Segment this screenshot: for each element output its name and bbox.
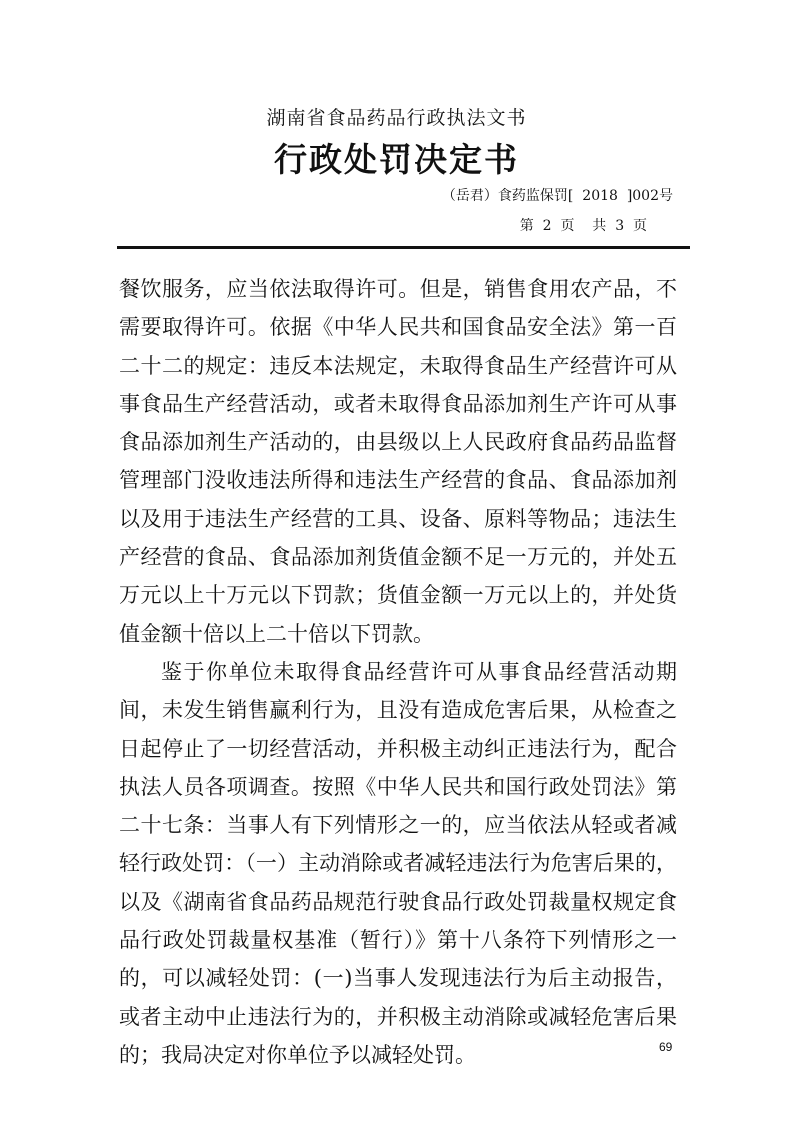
body-line: 餐饮服务，应当依法取得许可。但是，销售食用农产品，不 bbox=[119, 277, 677, 301]
header-divider bbox=[117, 246, 690, 249]
document-number: （岳君）食药监保罚[ 2018 ]002号 bbox=[441, 188, 673, 204]
body-line: 的，可以减轻处罚：(一)当事人发现违法行为后主动报告， bbox=[119, 966, 677, 991]
body-line: 以及用于违法生产经营的工具、设备、原料等物品；违法生 bbox=[119, 506, 677, 531]
document-series-title: 湖南省食品药品行政执法文书 bbox=[266, 107, 527, 129]
body-line: 值金额十倍以上二十倍以下罚款。 bbox=[119, 621, 434, 646]
body-line: 的；我局决定对你单位予以减轻处罚。 bbox=[119, 1042, 476, 1067]
body-line: 产经营的食品、食品添加剂货值金额不足一万元的，并处五 bbox=[119, 545, 677, 570]
body-line: 食品添加剂生产活动的，由县级以上人民政府食品药品监督 bbox=[119, 430, 677, 455]
body-line: 二十七条：当事人有下列情形之一的，应当依法从轻或者减 bbox=[119, 813, 677, 838]
body-line: 间，未发生销售赢利行为，且没有造成危害后果，从检查之 bbox=[119, 698, 677, 723]
body-line: 鉴于你单位未取得食品经营许可从事食品经营活动期 bbox=[161, 659, 677, 684]
body-line: 或者主动中止违法行为的，并积极主动消除或减轻危害后果 bbox=[119, 1004, 677, 1029]
body-line: 执法人员各项调查。按照《中华人民共和国行政处罚法》第 bbox=[119, 774, 677, 799]
body-line: 需要取得许可。依据《中华人民共和国食品安全法》第一百 bbox=[119, 315, 677, 340]
document-body bbox=[119, 270, 677, 1074]
body-line: 以及《湖南省食品药品规范行驶食品行政处罚裁量权规定食 bbox=[119, 889, 677, 914]
page-number: 69 bbox=[659, 1040, 673, 1054]
document-title: 行政处罚决定书 bbox=[274, 140, 519, 179]
page-info: 第 2 页 共 3 页 bbox=[519, 218, 647, 234]
body-line: 事食品生产经营活动，或者未取得食品添加剂生产许可从事 bbox=[119, 391, 677, 416]
body-line: 二十二的规定：违反本法规定，未取得食品生产经营许可从 bbox=[119, 353, 677, 378]
body-line: 品行政处罚裁量权基准（暂行）》第十八条符下列情形之一 bbox=[119, 928, 677, 953]
body-line: 轻行政处罚：（一）主动消除或者减轻违法行为危害后果的， bbox=[119, 851, 677, 876]
body-line: 万元以上十万元以下罚款；货值金额一万元以上的，并处货 bbox=[119, 583, 677, 608]
body-line: 管理部门没收违法所得和违法生产经营的食品、食品添加剂 bbox=[119, 468, 677, 493]
body-line: 日起停止了一切经营活动，并积极主动纠正违法行为，配合 bbox=[119, 736, 677, 761]
